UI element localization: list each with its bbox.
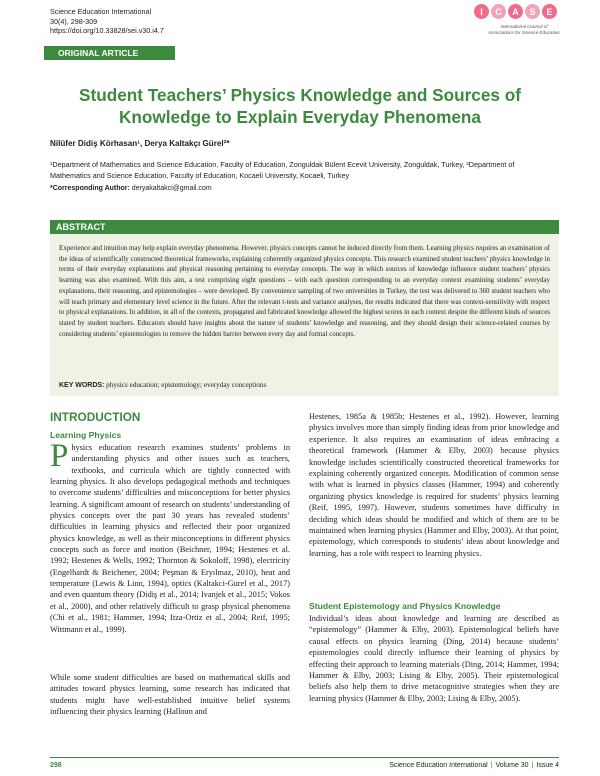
icase-logo xyxy=(472,4,558,56)
subsection-heading-learning-physics: Learning Physics xyxy=(50,430,122,440)
logo-letters xyxy=(474,4,557,19)
keywords-label: KEY WORDS: xyxy=(59,382,105,389)
logo-letter: S xyxy=(525,4,540,19)
corresponding-author xyxy=(50,185,212,192)
journal-volume-pages: 30(4), 298-309 xyxy=(50,16,98,26)
section-heading-introduction: INTRODUCTION xyxy=(50,410,141,424)
intro-paragraph-3: Hestenes, 1985a & 1985b; Hestenes et al., 1992). However, learning physics involves more than simply finding ideas from prior knowledge and experience. It also requires an examination of ideas embracing a theoretical framework (Hammer & Elby, 2003) because physics knowledge includes scientifically constructed theoretical frameworks for explaining coherently organized concepts. Modification of common sense with what is learned in physics classes (Hammer, 1994) and coherently organizing physics knowledge is required for students’ physics learning (Reif, 1995, 1997). However, students sometimes have difficulty in deciding which ideas should be modified and which of them are to be maintained when learning physics (Hammer and Elby, 2003). At that point, epistemology, which corresponds to students’ ideas about knowledge and learning, has a role with respect to learning physics. xyxy=(309,412,559,558)
abstract-text: Experience and intuition may help explain everyday phenomena. However, physics concepts cannot be induced directly from them. Learning physics requires an examination of the ideas of scientifically constructed theoretical frameworks, explaining coherently organized physics concepts. This research examined student teachers’ physics knowledge in terms of their everyday explanations and physical reasoning pertaining to everyday concepts. The way in which sources of knowledge influence student teachers’ physics learning was also examined. With this aim, a test comprising eight questions – with each question corresponding to an everyday context examining students’ everyday explanations, their reasoning, and epistemologies – were developed. By convenience sampling of two universities in Turkey, the test was delivered to 360 student teachers who will teach primary and elementary level science in the future. After the relevant t-tests and variance analyses, the results indicated that there was context-sensitivity with respect to physical explanations. In addition, in all of the contexts, propagated and fabricated knowledge allowed the highest scores in each context despite the different kinds of sources stated by student teachers. Educators should have insights about the nature of students’ knowledge and reasoning, and they should design their science-related courses by considering students’ epistemologies to remove the hidden barrier between every day and formal concepts. xyxy=(59,244,550,338)
abstract-heading: ABSTRACT xyxy=(50,220,559,234)
affiliations: ¹Department of Mathematics and Science Education, Faculty of Education, Zonguldak Bülent Ecevit University, Zonguldak, Turkey, ²Department of Mathematics and Science Education, Faculty of Education, Kocaeli University, Kocaeli, Turkey xyxy=(50,160,515,180)
footer-separator: | xyxy=(490,762,493,769)
logo-letter: I xyxy=(474,4,489,19)
logo-letter: C xyxy=(491,4,506,19)
logo-tagline: International Council of Associations for Science Education xyxy=(488,24,560,35)
logo-letter: E xyxy=(542,4,557,19)
footer-divider xyxy=(50,757,559,758)
logo-letter: A xyxy=(508,4,523,19)
journal-doi[interactable]: https://doi.org/10.33828/sei.v30.i4.7 xyxy=(50,26,164,36)
keywords-list: physics education; epistemology; everyday conceptions xyxy=(106,381,267,389)
keywords xyxy=(59,381,550,389)
corresponding-email[interactable]: deryakaltakci@gmail.com xyxy=(131,185,212,192)
intro-paragraph-2: While some student difficulties are based on mathematical skills and attitudes toward physics learning, some research has indicated that students might have well-established intuitive belief systems influencing their physics learning (Halloun and xyxy=(50,673,290,717)
intro-paragraph-1 xyxy=(50,438,290,635)
epistemology-paragraph: Individual’s ideas about knowledge and learning are described as “epistemology” (Hammer & Elby, 2003). Epistemological beliefs have causal effects on physics learning (Ding, 2014) because students’ epistemologies could directly influence their learning of physics by effecting their approach to learning materials (Ding, 2014; Hammer, 1994; Hammer & Elby, 2003; Lising & Elby, 2005). Their epistemological beliefs also help them to drive metacognitive strategies when they are learning physics (Hammer & Elby, 2003; Lising & Elby, 2005). xyxy=(309,614,559,703)
footer-journal-info xyxy=(389,762,559,769)
footer-issue: Issue 4 xyxy=(536,762,559,769)
drop-cap: P xyxy=(50,438,69,474)
journal-name: Science Education International xyxy=(50,7,152,16)
subsection-heading-epistemology: Student Epistemology and Physics Knowledge xyxy=(309,601,501,611)
footer-separator: | xyxy=(531,762,534,769)
journal-header xyxy=(50,7,164,36)
corresponding-label: *Corresponding Author: xyxy=(50,185,130,192)
footer-page-number: 298 xyxy=(50,762,62,769)
intro-paragraph-1-text: hysics education research examines students’ problems in understanding physics and other issues such as teachers, textbooks, and curricula which are tightly connected with learning physics. It also develops pedagogical methods and techniques to overcome students’ difficulties and misconceptions for better physics learning. A significant amount of research on students’ understanding of physics concepts over the past 30 years has revealed students’ difficulties in learning physics and reflected their poor organized physics knowledge, as well as their misconceptions in different physics concepts such as force and motion (Beichner, 1994; Hestenes et al. 1992; Hestenes & Wells, 1992; Thornton & Sokoloff, 1998), electricity (Engelhardt & Beichener, 2004; Peşman & Eryılmaz, 2010), heat and temperature (Lewis & Linn, 1994), optics (Kaltakci-Gurel et al., 2017) and even quantum theory (Didiş et al., 2014; Ivanjek et al., 2015; Vokos et al., 2000), and other relatively difficult to grasp physical phenomena (Chi et al., 1981; Hammer, 1994; Itza-Ortiz et al., 2004; Reif, 1995; Wittmann et al., 1999). xyxy=(50,443,290,634)
article-title: Student Teachers’ Physics Knowledge and Sources of Knowledge to Explain Everyday Phenomena xyxy=(79,85,521,127)
article-type-badge: ORIGINAL ARTICLE xyxy=(44,46,175,60)
footer-volume: Volume 30 xyxy=(495,762,529,769)
footer-journal-name: Science Education International xyxy=(389,762,488,769)
authors: Nilüfer Didiş Körhasan¹, Derya Kaltakçı Gürel²* xyxy=(50,139,230,148)
